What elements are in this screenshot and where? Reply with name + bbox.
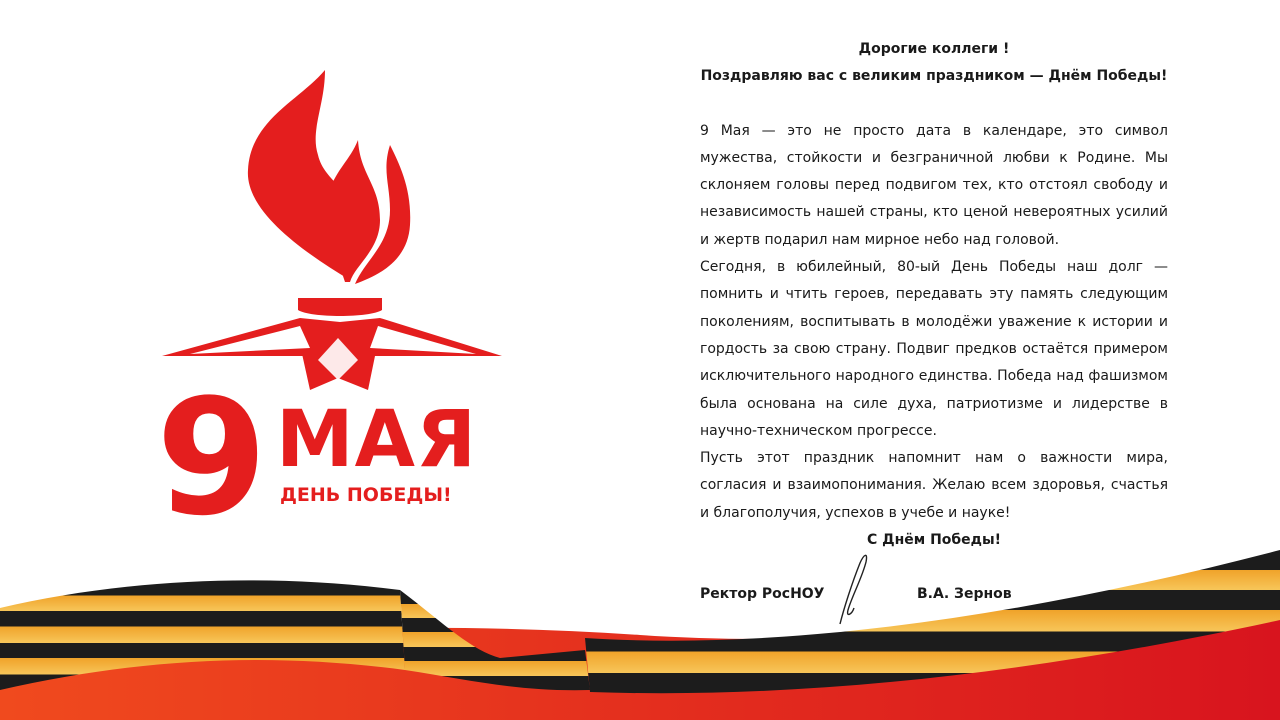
logo-month: МАЯ <box>276 395 478 485</box>
logo-subtitle: ДЕНЬ ПОБЕДЫ! <box>280 484 452 506</box>
signature-row <box>700 586 1168 610</box>
letter-closing: С Днём Победы! <box>866 532 1002 549</box>
signer-role: Ректор РосНОУ <box>700 586 825 602</box>
letter-paragraph: Сегодня, в юбилейный, 80-ый День Победы наш долг — помнить и чтить героев, передавать эту память следующим поколениям, воспитывать в молодёжи уважение к истории и гордость за свою страну. Подвиг предков остаётся примером исключительного народного единства. Победа над фашизмом была основана на силе духа, патриотизме и лидерстве в научно-техническом прогрессе. <box>700 259 1168 439</box>
st-george-ribbon <box>0 540 1280 720</box>
logo-number: 9 <box>156 364 264 551</box>
eternal-flame-icon <box>150 60 520 550</box>
letter-congrats: Поздравляю вас с великим праздником — Днём Победы! <box>700 68 1168 85</box>
signer-name: В.А. Зернов <box>917 586 1012 602</box>
letter-greeting: Дорогие коллеги ! <box>858 41 1010 57</box>
letter-paragraph: 9 Мая — это не просто дата в календаре, это символ мужества, стойкости и безграничной любви к Родине. Мы склоняем головы перед подвигом тех, кто отстоял свободу и независимость нашей страны, кто ценой невероятных усилий и жертв подарил нам мирное небо над головой. <box>700 122 1168 248</box>
congratulation-letter <box>700 36 1168 554</box>
letter-paragraph: Пусть этот праздник напомнит нам о важности мира, согласия и взаимопонимания. Желаю всем здоровья, счастья и благополучия, успехов в учебе и науке! <box>700 450 1168 521</box>
